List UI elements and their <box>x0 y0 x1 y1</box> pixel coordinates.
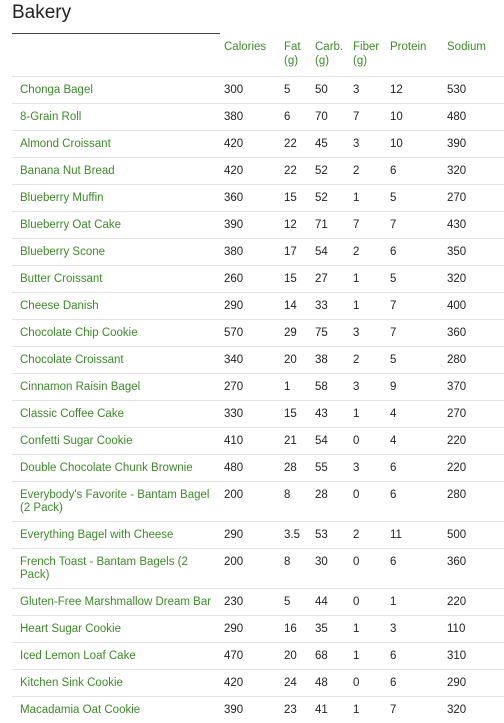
cell-fat: 1 <box>284 374 315 401</box>
cell-fat: 3.5 <box>284 522 315 549</box>
cell-fiber: 2 <box>353 158 390 185</box>
table-row <box>12 320 504 347</box>
item-name-link[interactable]: Double Chocolate Chunk Brownie <box>12 455 224 482</box>
table-row <box>12 428 504 455</box>
title-divider <box>12 33 220 34</box>
cell-sodium: 320 <box>447 158 504 185</box>
item-name-link[interactable]: Chocolate Croissant <box>12 347 224 374</box>
table-row <box>12 589 504 616</box>
cell-fiber: 0 <box>353 670 390 697</box>
cell-carb: 54 <box>315 428 353 455</box>
cell-fiber: 3 <box>353 131 390 158</box>
cell-calories: 420 <box>224 158 284 185</box>
cell-carb: 71 <box>315 212 353 239</box>
cell-sodium: 220 <box>447 589 504 616</box>
item-name-link[interactable]: Heart Sugar Cookie <box>12 616 224 643</box>
page-title: Bakery <box>12 2 71 24</box>
item-name-link[interactable]: Blueberry Oat Cake <box>12 212 224 239</box>
column-header-line: (g) <box>315 54 353 68</box>
table-row <box>12 266 504 293</box>
cell-protein: 6 <box>390 482 447 522</box>
nutrition-table <box>12 36 504 723</box>
cell-calories: 330 <box>224 401 284 428</box>
table-row <box>12 455 504 482</box>
cell-fat: 17 <box>284 239 315 266</box>
cell-fiber: 1 <box>353 616 390 643</box>
cell-carb: 35 <box>315 616 353 643</box>
cell-calories: 480 <box>224 455 284 482</box>
cell-sodium: 110 <box>447 616 504 643</box>
cell-sodium: 500 <box>447 522 504 549</box>
item-name-link[interactable]: Cinnamon Raisin Bagel <box>12 374 224 401</box>
cell-carb: 70 <box>315 104 353 131</box>
cell-fat: 28 <box>284 455 315 482</box>
cell-protein: 10 <box>390 104 447 131</box>
table-row <box>12 549 504 589</box>
cell-fat: 14 <box>284 293 315 320</box>
cell-fat: 8 <box>284 482 315 522</box>
cell-fat: 15 <box>284 185 315 212</box>
table-row <box>12 185 504 212</box>
cell-protein: 7 <box>390 697 447 723</box>
column-header-line: Protein <box>390 40 447 54</box>
item-name-link[interactable]: Chonga Bagel <box>12 77 224 104</box>
item-name-link[interactable]: Macadamia Oat Cookie <box>12 697 224 723</box>
cell-carb: 53 <box>315 522 353 549</box>
cell-calories: 380 <box>224 239 284 266</box>
cell-calories: 200 <box>224 549 284 589</box>
cell-fiber: 0 <box>353 549 390 589</box>
cell-sodium: 320 <box>447 697 504 723</box>
cell-sodium: 390 <box>447 131 504 158</box>
cell-protein: 5 <box>390 185 447 212</box>
cell-fat: 21 <box>284 428 315 455</box>
cell-sodium: 530 <box>447 77 504 104</box>
cell-fat: 22 <box>284 158 315 185</box>
cell-carb: 55 <box>315 455 353 482</box>
column-header-sodium <box>447 36 504 77</box>
cell-protein: 4 <box>390 428 447 455</box>
cell-calories: 390 <box>224 212 284 239</box>
cell-sodium: 270 <box>447 401 504 428</box>
table-row <box>12 239 504 266</box>
cell-protein: 9 <box>390 374 447 401</box>
cell-carb: 45 <box>315 131 353 158</box>
cell-calories: 300 <box>224 77 284 104</box>
cell-fiber: 1 <box>353 401 390 428</box>
cell-carb: 44 <box>315 589 353 616</box>
column-header-line: Sodium <box>447 40 504 54</box>
cell-fat: 15 <box>284 401 315 428</box>
cell-carb: 28 <box>315 482 353 522</box>
cell-fat: 15 <box>284 266 315 293</box>
column-header-calories <box>224 36 284 77</box>
cell-sodium: 220 <box>447 455 504 482</box>
table-row <box>12 131 504 158</box>
cell-sodium: 360 <box>447 549 504 589</box>
cell-fiber: 3 <box>353 455 390 482</box>
cell-sodium: 280 <box>447 347 504 374</box>
cell-calories: 470 <box>224 643 284 670</box>
item-name-link[interactable]: 8-Grain Roll <box>12 104 224 131</box>
cell-protein: 5 <box>390 266 447 293</box>
cell-fiber: 2 <box>353 347 390 374</box>
cell-fat: 6 <box>284 104 315 131</box>
cell-sodium: 400 <box>447 293 504 320</box>
cell-calories: 390 <box>224 697 284 723</box>
cell-fiber: 0 <box>353 428 390 455</box>
column-header-line: Fat <box>284 40 315 54</box>
cell-fiber: 1 <box>353 185 390 212</box>
cell-sodium: 290 <box>447 670 504 697</box>
cell-fiber: 3 <box>353 77 390 104</box>
cell-fat: 5 <box>284 589 315 616</box>
item-name-link[interactable]: Banana Nut Bread <box>12 158 224 185</box>
cell-fat: 12 <box>284 212 315 239</box>
item-name-link[interactable]: Iced Lemon Loaf Cake <box>12 643 224 670</box>
item-name-link[interactable]: French Toast - Bantam Bagels (2 Pack) <box>12 549 224 589</box>
table-row <box>12 401 504 428</box>
cell-carb: 43 <box>315 401 353 428</box>
cell-fiber: 3 <box>353 374 390 401</box>
cell-fiber: 1 <box>353 697 390 723</box>
cell-protein: 6 <box>390 643 447 670</box>
cell-calories: 230 <box>224 589 284 616</box>
cell-fat: 8 <box>284 549 315 589</box>
cell-protein: 6 <box>390 239 447 266</box>
column-header-fiber <box>353 36 390 77</box>
table-row <box>12 104 504 131</box>
cell-sodium: 350 <box>447 239 504 266</box>
cell-protein: 11 <box>390 522 447 549</box>
cell-calories: 200 <box>224 482 284 522</box>
cell-sodium: 320 <box>447 266 504 293</box>
table-row <box>12 670 504 697</box>
cell-fiber: 1 <box>353 266 390 293</box>
cell-protein: 5 <box>390 347 447 374</box>
cell-calories: 290 <box>224 616 284 643</box>
cell-protein: 4 <box>390 401 447 428</box>
table-row <box>12 522 504 549</box>
item-name-link[interactable]: Classic Coffee Cake <box>12 401 224 428</box>
column-header-fat <box>284 36 315 77</box>
cell-carb: 38 <box>315 347 353 374</box>
cell-fiber: 2 <box>353 239 390 266</box>
column-header-line: Calories <box>224 40 284 54</box>
column-header-carb <box>315 36 353 77</box>
cell-calories: 290 <box>224 522 284 549</box>
cell-sodium: 280 <box>447 482 504 522</box>
cell-fat: 22 <box>284 131 315 158</box>
cell-carb: 33 <box>315 293 353 320</box>
table-row <box>12 77 504 104</box>
cell-carb: 68 <box>315 643 353 670</box>
cell-sodium: 310 <box>447 643 504 670</box>
cell-fiber: 0 <box>353 482 390 522</box>
cell-carb: 50 <box>315 77 353 104</box>
cell-protein: 6 <box>390 670 447 697</box>
item-name-link[interactable]: Blueberry Scone <box>12 239 224 266</box>
cell-calories: 260 <box>224 266 284 293</box>
item-name-link[interactable]: Gluten-Free Marshmallow Dream Bar <box>12 589 224 616</box>
cell-sodium: 220 <box>447 428 504 455</box>
cell-calories: 380 <box>224 104 284 131</box>
table-row <box>12 212 504 239</box>
column-header-line: (g) <box>353 54 390 68</box>
item-name-link[interactable]: Blueberry Muffin <box>12 185 224 212</box>
column-header-name <box>12 36 224 77</box>
item-name-link[interactable]: Chocolate Chip Cookie <box>12 320 224 347</box>
cell-calories: 290 <box>224 293 284 320</box>
table-row <box>12 482 504 522</box>
cell-fat: 5 <box>284 77 315 104</box>
cell-fat: 16 <box>284 616 315 643</box>
table-body <box>12 77 504 723</box>
column-header-line: (g) <box>284 54 315 68</box>
table-row <box>12 293 504 320</box>
cell-fiber: 2 <box>353 522 390 549</box>
cell-carb: 52 <box>315 185 353 212</box>
cell-sodium: 370 <box>447 374 504 401</box>
cell-fiber: 1 <box>353 293 390 320</box>
cell-sodium: 360 <box>447 320 504 347</box>
table-row <box>12 697 504 723</box>
table-header-row <box>12 36 504 77</box>
cell-fat: 20 <box>284 643 315 670</box>
item-name-link[interactable]: Confetti Sugar Cookie <box>12 428 224 455</box>
cell-calories: 270 <box>224 374 284 401</box>
item-name-link[interactable]: Kitchen Sink Cookie <box>12 670 224 697</box>
item-name-link[interactable]: Almond Croissant <box>12 131 224 158</box>
cell-carb: 41 <box>315 697 353 723</box>
cell-protein: 3 <box>390 616 447 643</box>
cell-protein: 7 <box>390 320 447 347</box>
cell-fiber: 1 <box>353 643 390 670</box>
cell-fat: 24 <box>284 670 315 697</box>
cell-calories: 570 <box>224 320 284 347</box>
column-header-line: Carb. <box>315 40 353 54</box>
cell-protein: 7 <box>390 293 447 320</box>
cell-carb: 52 <box>315 158 353 185</box>
cell-protein: 1 <box>390 589 447 616</box>
cell-sodium: 480 <box>447 104 504 131</box>
cell-carb: 75 <box>315 320 353 347</box>
cell-protein: 6 <box>390 455 447 482</box>
cell-fat: 20 <box>284 347 315 374</box>
item-name-link[interactable]: Everything Bagel with Cheese <box>12 522 224 549</box>
item-name-link[interactable]: Cheese Danish <box>12 293 224 320</box>
table-row <box>12 616 504 643</box>
cell-carb: 58 <box>315 374 353 401</box>
cell-calories: 410 <box>224 428 284 455</box>
cell-carb: 30 <box>315 549 353 589</box>
cell-protein: 7 <box>390 212 447 239</box>
cell-fiber: 7 <box>353 212 390 239</box>
cell-fat: 23 <box>284 697 315 723</box>
cell-protein: 10 <box>390 131 447 158</box>
table-row <box>12 643 504 670</box>
cell-protein: 6 <box>390 549 447 589</box>
cell-calories: 360 <box>224 185 284 212</box>
cell-fat: 29 <box>284 320 315 347</box>
table-row <box>12 158 504 185</box>
cell-fiber: 3 <box>353 320 390 347</box>
cell-calories: 420 <box>224 670 284 697</box>
column-header-line: Fiber <box>353 40 390 54</box>
cell-protein: 12 <box>390 77 447 104</box>
cell-calories: 340 <box>224 347 284 374</box>
cell-protein: 6 <box>390 158 447 185</box>
item-name-link[interactable]: Butter Croissant <box>12 266 224 293</box>
table-row <box>12 374 504 401</box>
cell-sodium: 430 <box>447 212 504 239</box>
cell-carb: 54 <box>315 239 353 266</box>
cell-fiber: 0 <box>353 589 390 616</box>
cell-fiber: 7 <box>353 104 390 131</box>
cell-carb: 27 <box>315 266 353 293</box>
cell-sodium: 270 <box>447 185 504 212</box>
column-header-protein <box>390 36 447 77</box>
item-name-link[interactable]: Everybody's Favorite - Bantam Bagel (2 Pack) <box>12 482 224 522</box>
table-row <box>12 347 504 374</box>
cell-carb: 48 <box>315 670 353 697</box>
cell-calories: 420 <box>224 131 284 158</box>
